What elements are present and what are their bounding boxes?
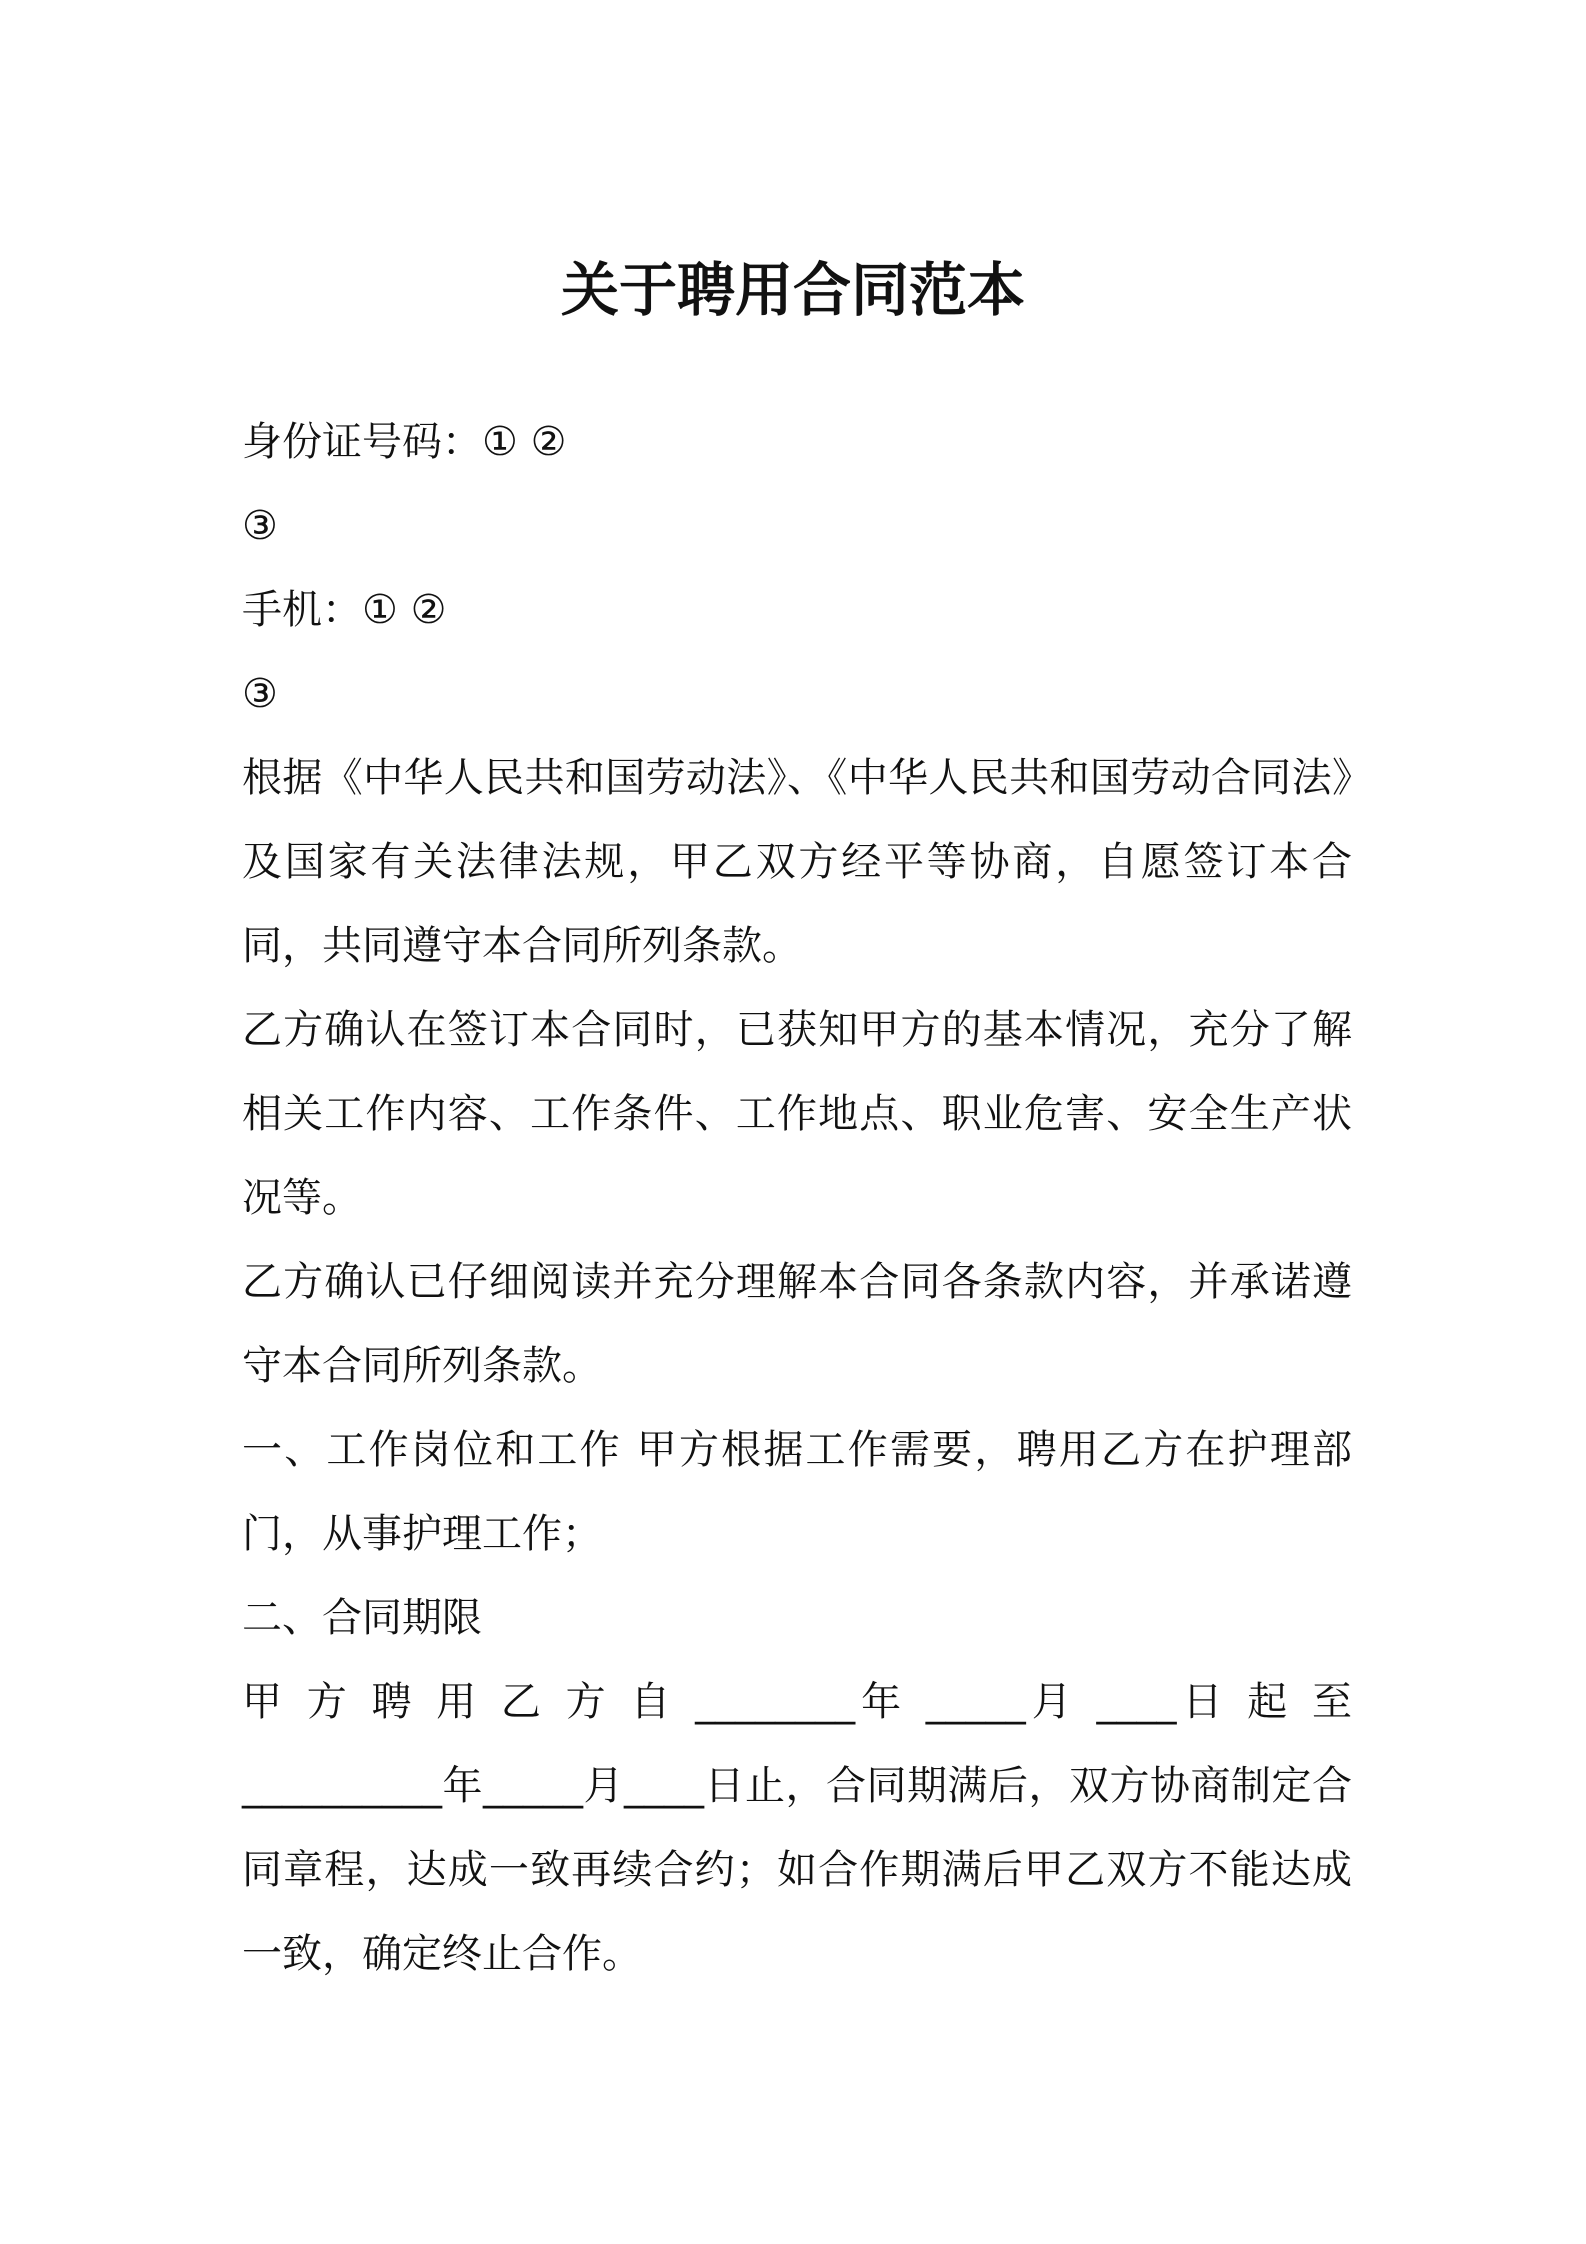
section-2-term-paragraph: __________年_____月____日止，合同期满后，双方协商制定合同章程，达成一致再续合约；如合作期满后甲乙双方不能达成一致，确定终止合作。: [242, 1763, 1352, 1977]
law-basis-paragraph: 根据《中华人民共和国劳动法》、《中华人民共和国劳动合同法》及国家有关法律法规，甲乙双方经平等协商，自愿签订本合同，共同遵守本合同所列条款。: [242, 755, 1352, 969]
document-body: [242, 400, 1352, 1996]
id-number-line: 身份证号码：① ②: [242, 419, 567, 465]
confirmation-paragraph-2: 乙方确认已仔细阅读并充分理解本合同各条款内容，并承诺遵守本合同所列条款。: [242, 1259, 1352, 1389]
document-title: 关于聘用合同范本: [560, 256, 1025, 324]
id-number-line-continued: ③: [242, 503, 278, 549]
section-2-heading: 二、合同期限: [242, 1595, 482, 1641]
phone-line: 手机：① ②: [242, 587, 447, 633]
section-1-job-position: 一、工作岗位和工作 甲方根据工作需要，聘用乙方在护理部门，从事护理工作；: [242, 1427, 1352, 1557]
phone-line-continued: ③: [242, 671, 278, 717]
confirmation-paragraph-1: 乙方确认在签订本合同时，已获知甲方的基本情况，充分了解相关工作内容、工作条件、工作地点、职业危害、安全生产状况等。: [242, 1007, 1352, 1221]
section-2-term-line: 甲 方 聘 用 乙 方 自 ________年 _____月 ____日 起 至: [242, 1679, 1352, 1725]
